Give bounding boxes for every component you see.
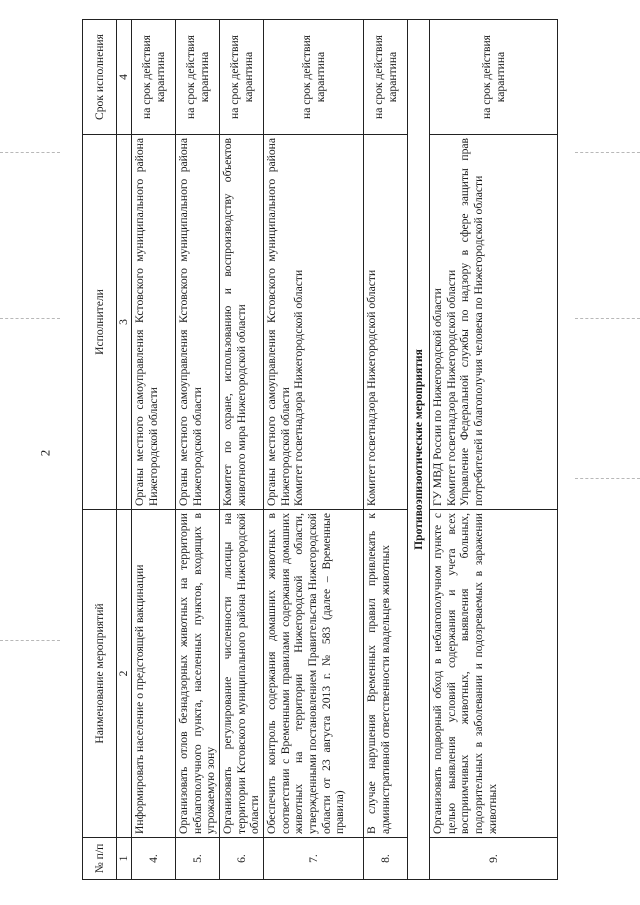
header-measure: Наименование мероприятий: [83, 510, 117, 838]
row-measure: В случае нарушения Временных правил привлекать к административной ответственности владельцев животных: [364, 510, 408, 838]
column-index: 1: [117, 838, 132, 880]
table-row: [264, 20, 364, 880]
row-executors: Органы местного самоуправления Кстовского муниципального района Нижегородской области: [176, 135, 220, 510]
header-executors: Исполнители: [83, 135, 117, 510]
table-row: [364, 20, 408, 880]
column-index: 4: [117, 20, 132, 135]
scan-artifact-line: [0, 640, 60, 641]
rotated-table-container: [82, 20, 558, 880]
column-index: 2: [117, 510, 132, 838]
section-header-row: [408, 20, 430, 880]
scan-artifact-line: [0, 152, 60, 153]
row-measure: Организовать регулирование численности лисицы на территории Кстовского муниципального района Нижегородской области: [220, 510, 264, 838]
column-index: 3: [117, 135, 132, 510]
table-row: [132, 20, 176, 880]
table-row: [176, 20, 220, 880]
table-row: [430, 20, 558, 880]
row-term: на срок действия карантина: [364, 20, 408, 135]
row-term: на срок действия карантина: [132, 20, 176, 135]
row-executors: Органы местного самоуправления Кстовского муниципального района Нижегородской области Комитет госветнадзора Нижегородской области: [264, 135, 364, 510]
scan-artifact-line: [575, 478, 640, 479]
row-number: 8.: [364, 838, 408, 880]
row-measure: Обеспечить контроль содержания домашних животных в соответствии с Временными правилами содержания домашних животных на территории Нижегородской области, утвержденными постановлением Правительства Нижегородской области от 23 августа 2013 г. № 583 (далее – Временные правила): [264, 510, 364, 838]
row-number: 7.: [264, 838, 364, 880]
column-index-row: [117, 20, 132, 880]
table-row: [220, 20, 264, 880]
row-executors: Комитет по охране, использованию и воспроизводству объектов животного мира Нижегородской области: [220, 135, 264, 510]
row-measure: Организовать отлов безнадзорных животных на территории неблагополучного пункта, населенных пунктов, входящих в угрожаемую зону: [176, 510, 220, 838]
page-number: 2: [37, 449, 53, 457]
header-term: Срок исполнения: [83, 20, 117, 135]
rotated-table-frame: [82, 20, 558, 880]
row-number: 5.: [176, 838, 220, 880]
scan-artifact-line: [575, 152, 640, 153]
scan-artifact-line: [575, 318, 640, 319]
row-executors: Органы местного самоуправления Кстовского муниципального района Нижегородской области: [132, 135, 176, 510]
section-title: Противоэпизоотические мероприятия: [408, 20, 430, 880]
row-term: на срок действия карантина: [430, 20, 558, 135]
header-number: № п/п: [83, 838, 117, 880]
measures-table: [82, 19, 558, 880]
table-header-row: [83, 20, 117, 880]
row-measure: Информировать население о предстоящей вакцинации: [132, 510, 176, 838]
row-executors: Комитет госветнадзора Нижегородской области: [364, 135, 408, 510]
row-term: на срок действия карантина: [176, 20, 220, 135]
row-term: на срок действия карантина: [264, 20, 364, 135]
row-number: 6.: [220, 838, 264, 880]
row-number: 4.: [132, 838, 176, 880]
row-executors: ГУ МВД России по Нижегородской области Комитет госветнадзора Нижегородской области Управление Федеральной службы по надзору в сфере защиты прав потребителей и благополучия человека по Нижегородской области: [430, 135, 558, 510]
row-measure: Организовать подворный обход в неблагополучном пункте с целью выявления условий содержания и учета всех восприимчивых животных, выявления больных, подозрительных в заболевании и подозреваемых в заражении животных: [430, 510, 558, 838]
row-term: на срок действия карантина: [220, 20, 264, 135]
row-number: 9.: [430, 838, 558, 880]
scan-artifact-line: [0, 318, 60, 319]
